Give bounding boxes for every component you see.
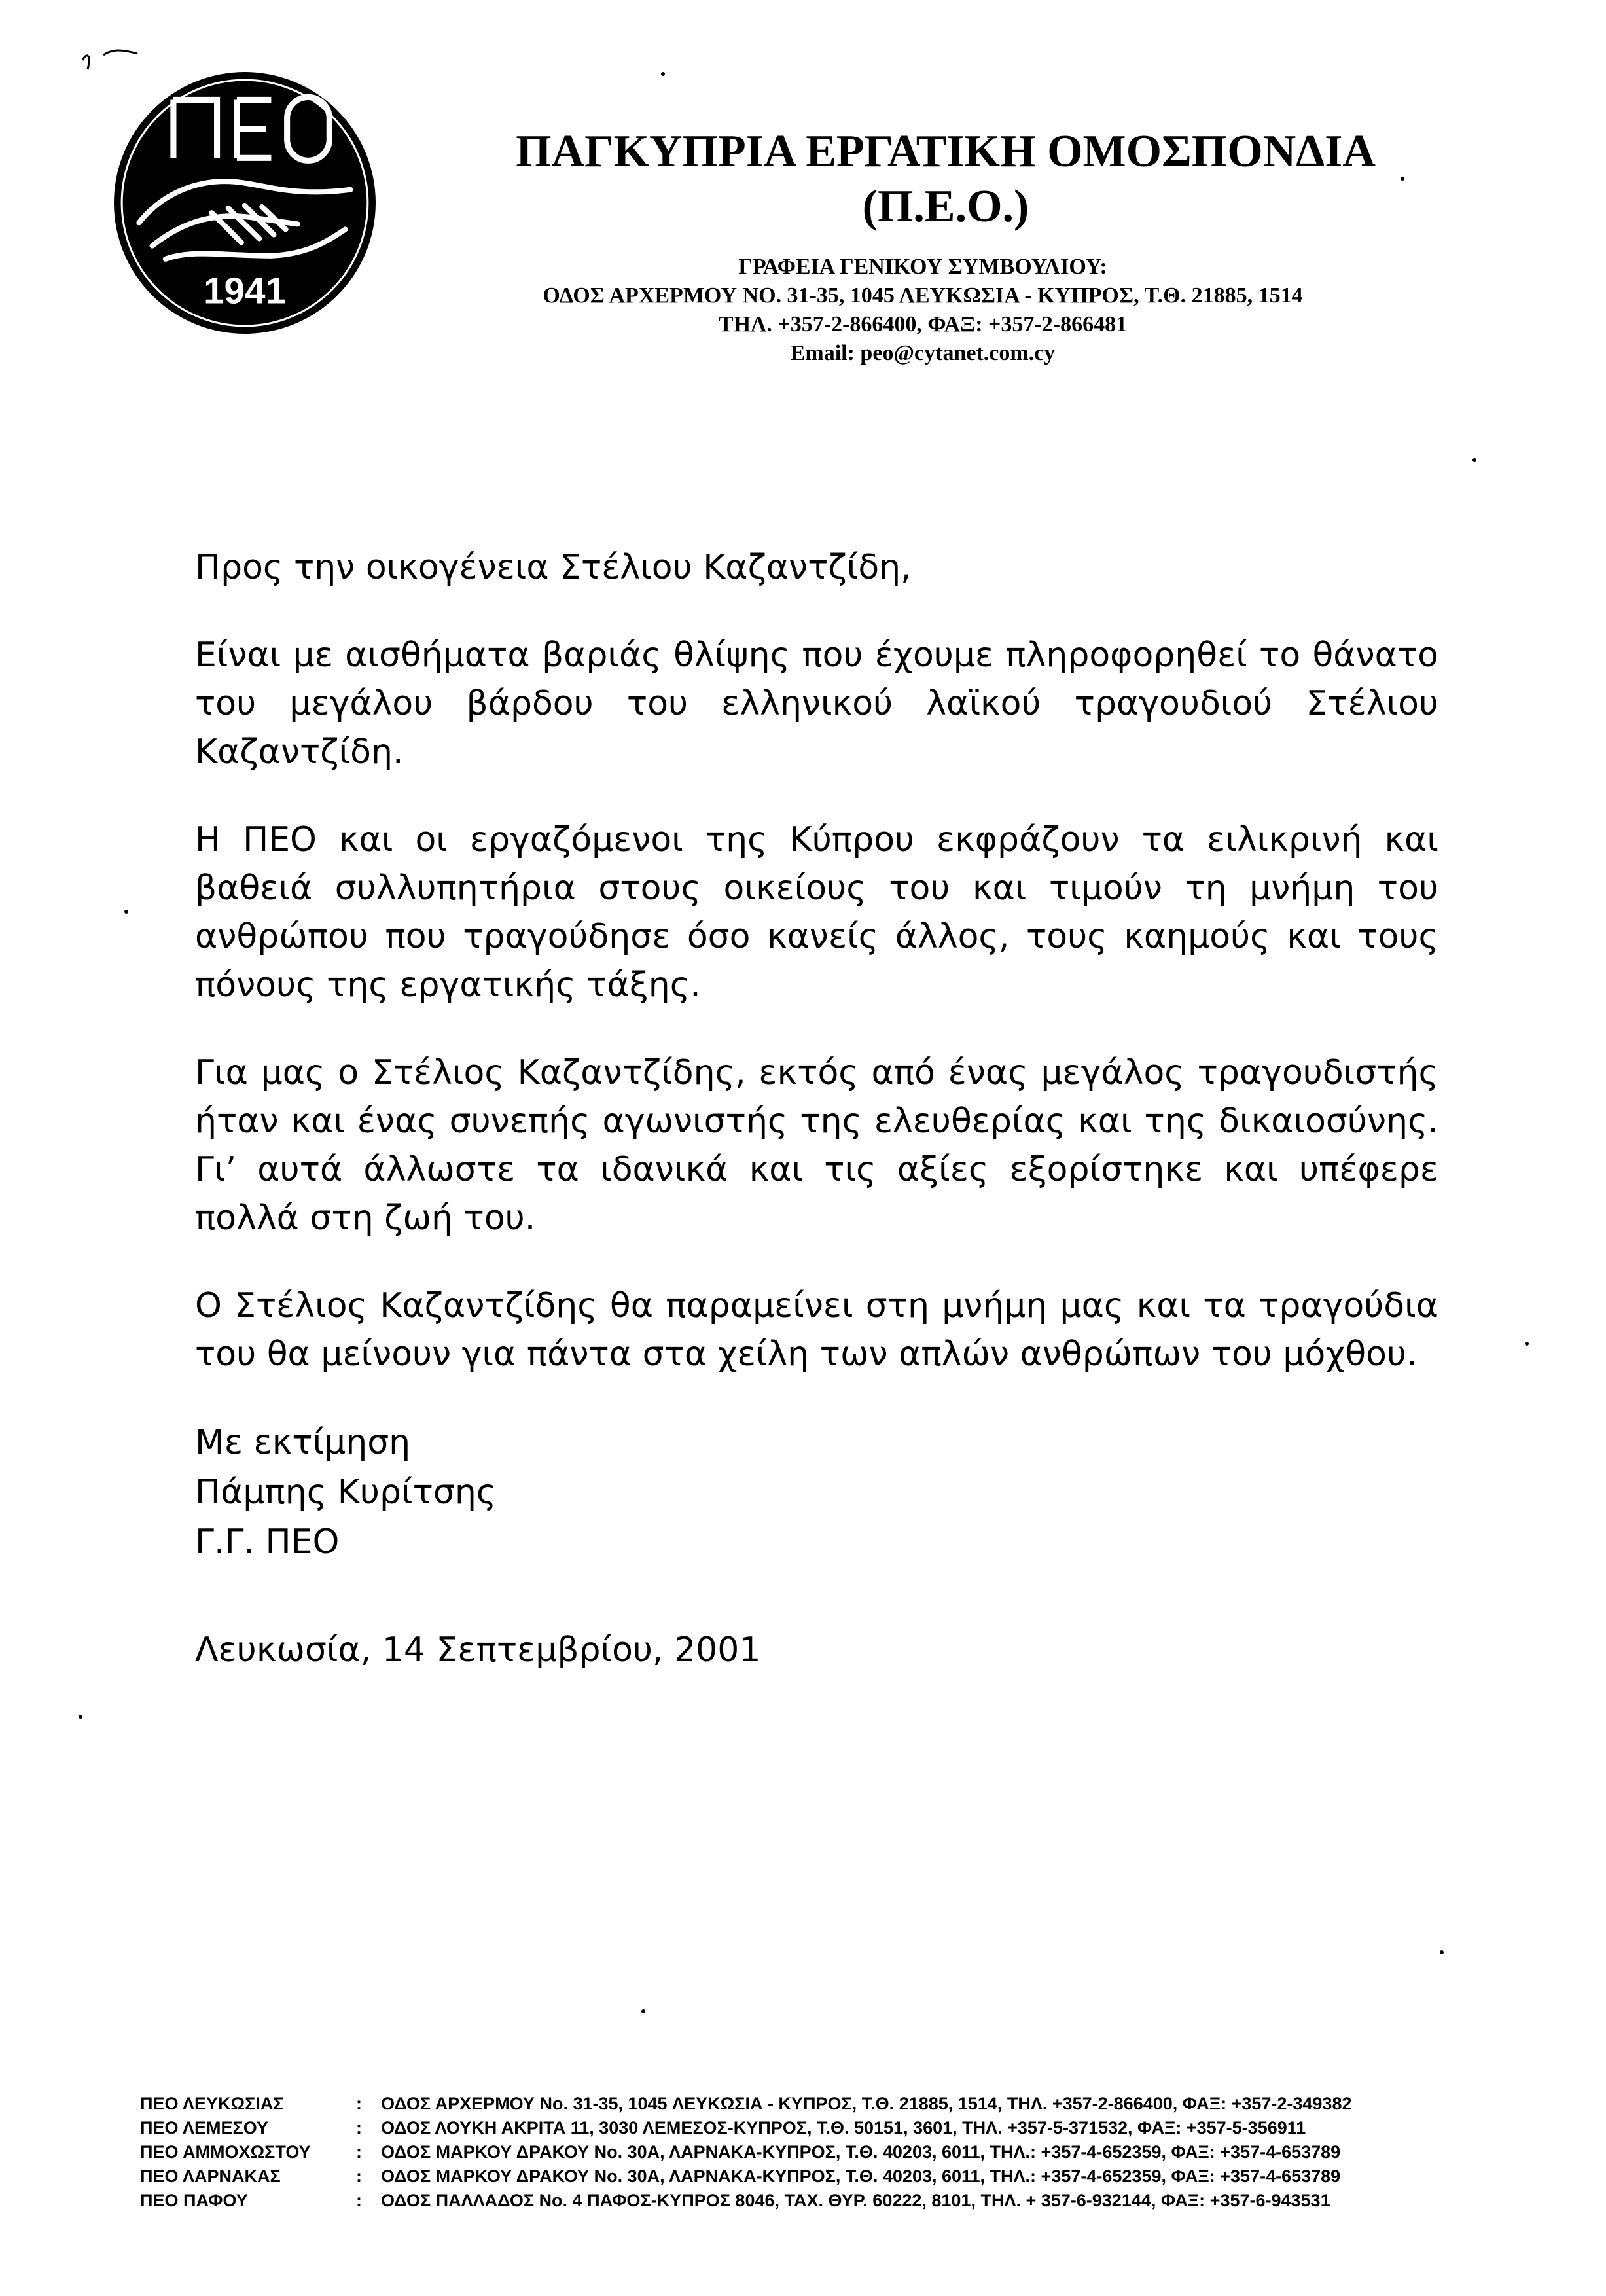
branch-separator: : [356,2118,362,2138]
letter-body [195,543,1438,1674]
scan-speck [661,72,665,76]
letterhead [393,124,1453,368]
branch-name: ΠΕΟ ΛΕΜΕΣΟΥ [140,2118,268,2138]
branch-row [140,2092,1488,2116]
paragraph-1: Είναι με αισθήματα βαριάς θλίψης που έχουμε πληροφορηθεί το θάνατο του μεγάλου βάρδου του ελληνικού λαϊκού τραγουδιού Στέλιου Καζαντζίδη. [195,636,1438,772]
branch-address: ΟΔΟΣ ΜΑΡΚΟΥ ΔΡΑΚΟΥ No. 30Α, ΛΑΡΝΑΚΑ-ΚΥΠΡΟΣ, Τ.Θ. 40203, 6011, ΤΗΛ.: +357-4-652359, ΦΑΞ: +357-4-653789 [381,2142,1341,2162]
paragraph-3: Για μας ο Στέλιος Καζαντζίδης, εκτός από ένας μεγάλος τραγουδιστής ήταν και ένας συνεπής αγωνιστής της ελευθερίας και της δικαιοσύνης. Γι’ αυτά άλλωστε τα ιδανικά και τις αξίες εξορίστηκε και υπέφερε πολλά στη ζωή του. [195,1053,1438,1238]
branch-separator: : [356,2142,362,2162]
scan-speck [641,2009,645,2013]
scan-speck [1440,1950,1444,1954]
branch-name: ΠΕΟ ΛΑΡΝΑΚΑΣ [140,2166,281,2186]
branch-address: ΟΔΟΣ ΛΟΥΚΗ ΑΚΡΙΤΑ 11, 3030 ΛΕΜΕΣΟΣ-ΚΥΠΡΟΣ, Τ.Θ. 50151, 3601, ΤΗΛ. +357-5-371532, ΦΑΞ: +357-5-356911 [381,2118,1306,2138]
office-address: ΟΔΟΣ ΑΡΧΕΡΜΟΥ ΝΟ. 31-35, 1045 ΛΕΥΚΩΣΙΑ - ΚΥΠΡΟΣ, Τ.Θ. 21885, 1514 [543,283,1303,308]
office-heading: ΓΡΑΦΕΙΑ ΓΕΝΙΚΟΥ ΣΥΜΒΟΥΛΙΟΥ: [738,255,1107,279]
branch-address: ΟΔΟΣ ΜΑΡΚΟΥ ΔΡΑΚΟΥ No. 30Α, ΛΑΡΝΑΚΑ-ΚΥΠΡΟΣ, Τ.Θ. 40203, 6011, ΤΗΛ.: +357-4-652359, ΦΑΞ: +357-4-653789 [381,2166,1341,2186]
scan-speck [79,1715,82,1719]
scan-speck [1401,177,1404,181]
branch-row [140,2164,1488,2189]
branch-address: ΟΔΟΣ ΠΑΛΛΑΔΟΣ No. 4 ΠΑΦΟΣ-ΚΥΠΡΟΣ 8046, ΤΑΧ. ΘΥΡ. 60222, 8101, ΤΗΛ. + 357-6-932144, ΦΑΞ: +357-6-943531 [381,2191,1330,2210]
office-phone: ΤΗΛ. +357-2-866400, ΦΑΞ: +357-2-866481 [718,312,1128,336]
salutation: Προς την οικογένεια Στέλιου Καζαντζίδη, [195,548,912,587]
branch-row [140,2116,1488,2140]
branch-separator: : [356,2191,362,2210]
closing: Με εκτίμηση [195,1423,411,1462]
branch-address: ΟΔΟΣ ΑΡΧΕΡΜΟΥ No. 31-35, 1045 ΛΕΥΚΩΣΙΑ - ΚΥΠΡΟΣ, Τ.Θ. 21885, 1514, ΤΗΛ. +357-2-866400, ΦΑΞ: +357-2-349382 [381,2094,1352,2113]
branch-name: ΠΕΟ ΑΜΜΟΧΩΣΤΟΥ [140,2142,311,2162]
logo-year: 1941 [204,270,286,312]
paragraph-2: Η ΠΕΟ και οι εργαζόμενοι της Κύπρου εκφράζουν τα ειλικρινή και βαθειά συλλυπητήρια στους οικείους του και τιμούν τη μνήμη του ανθρώπου που τραγούδησε όσο κανείς άλλος, τους καημούς και τους πόνους της εργατικής τάξης. [195,820,1438,1005]
scan-speck [1525,1342,1529,1346]
signer-name: Πάμπης Κυρίτσης [195,1473,497,1512]
organization-name: ΠΑΓΚΥΠΡΙΑ ΕΡΓΑΤΙΚΗ ΟΜΟΣΠΟΝΔΙΑ (Π.Ε.Ο.) [516,126,1376,232]
peo-logo [113,71,377,335]
branch-offices [140,2092,1488,2213]
office-email: Email: peo@cytanet.com.cy [790,341,1056,365]
place-date: Λευκωσία, 14 Σεπτεμβρίου, 2001 [195,1630,761,1670]
branch-name: ΠΕΟ ΛΕΥΚΩΣΙΑΣ [140,2094,284,2113]
scan-speck [124,910,128,914]
scan-speck [1472,458,1476,462]
signature-block [195,1418,1438,1567]
branch-separator: : [356,2094,362,2113]
branch-name: ΠΕΟ ΠΑΦΟΥ [140,2191,248,2210]
branch-row [140,2189,1488,2213]
signer-title: Γ.Γ. ΠΕΟ [195,1522,340,1562]
branch-row [140,2140,1488,2164]
paragraph-4: Ο Στέλιος Καζαντζίδης θα παραμείνει στη μνήμη μας και τα τραγούδια του θα μείνουν για πάντα στα χείλη των απλών ανθρώπων του μόχθου. [195,1286,1438,1374]
branch-separator: : [356,2166,362,2186]
